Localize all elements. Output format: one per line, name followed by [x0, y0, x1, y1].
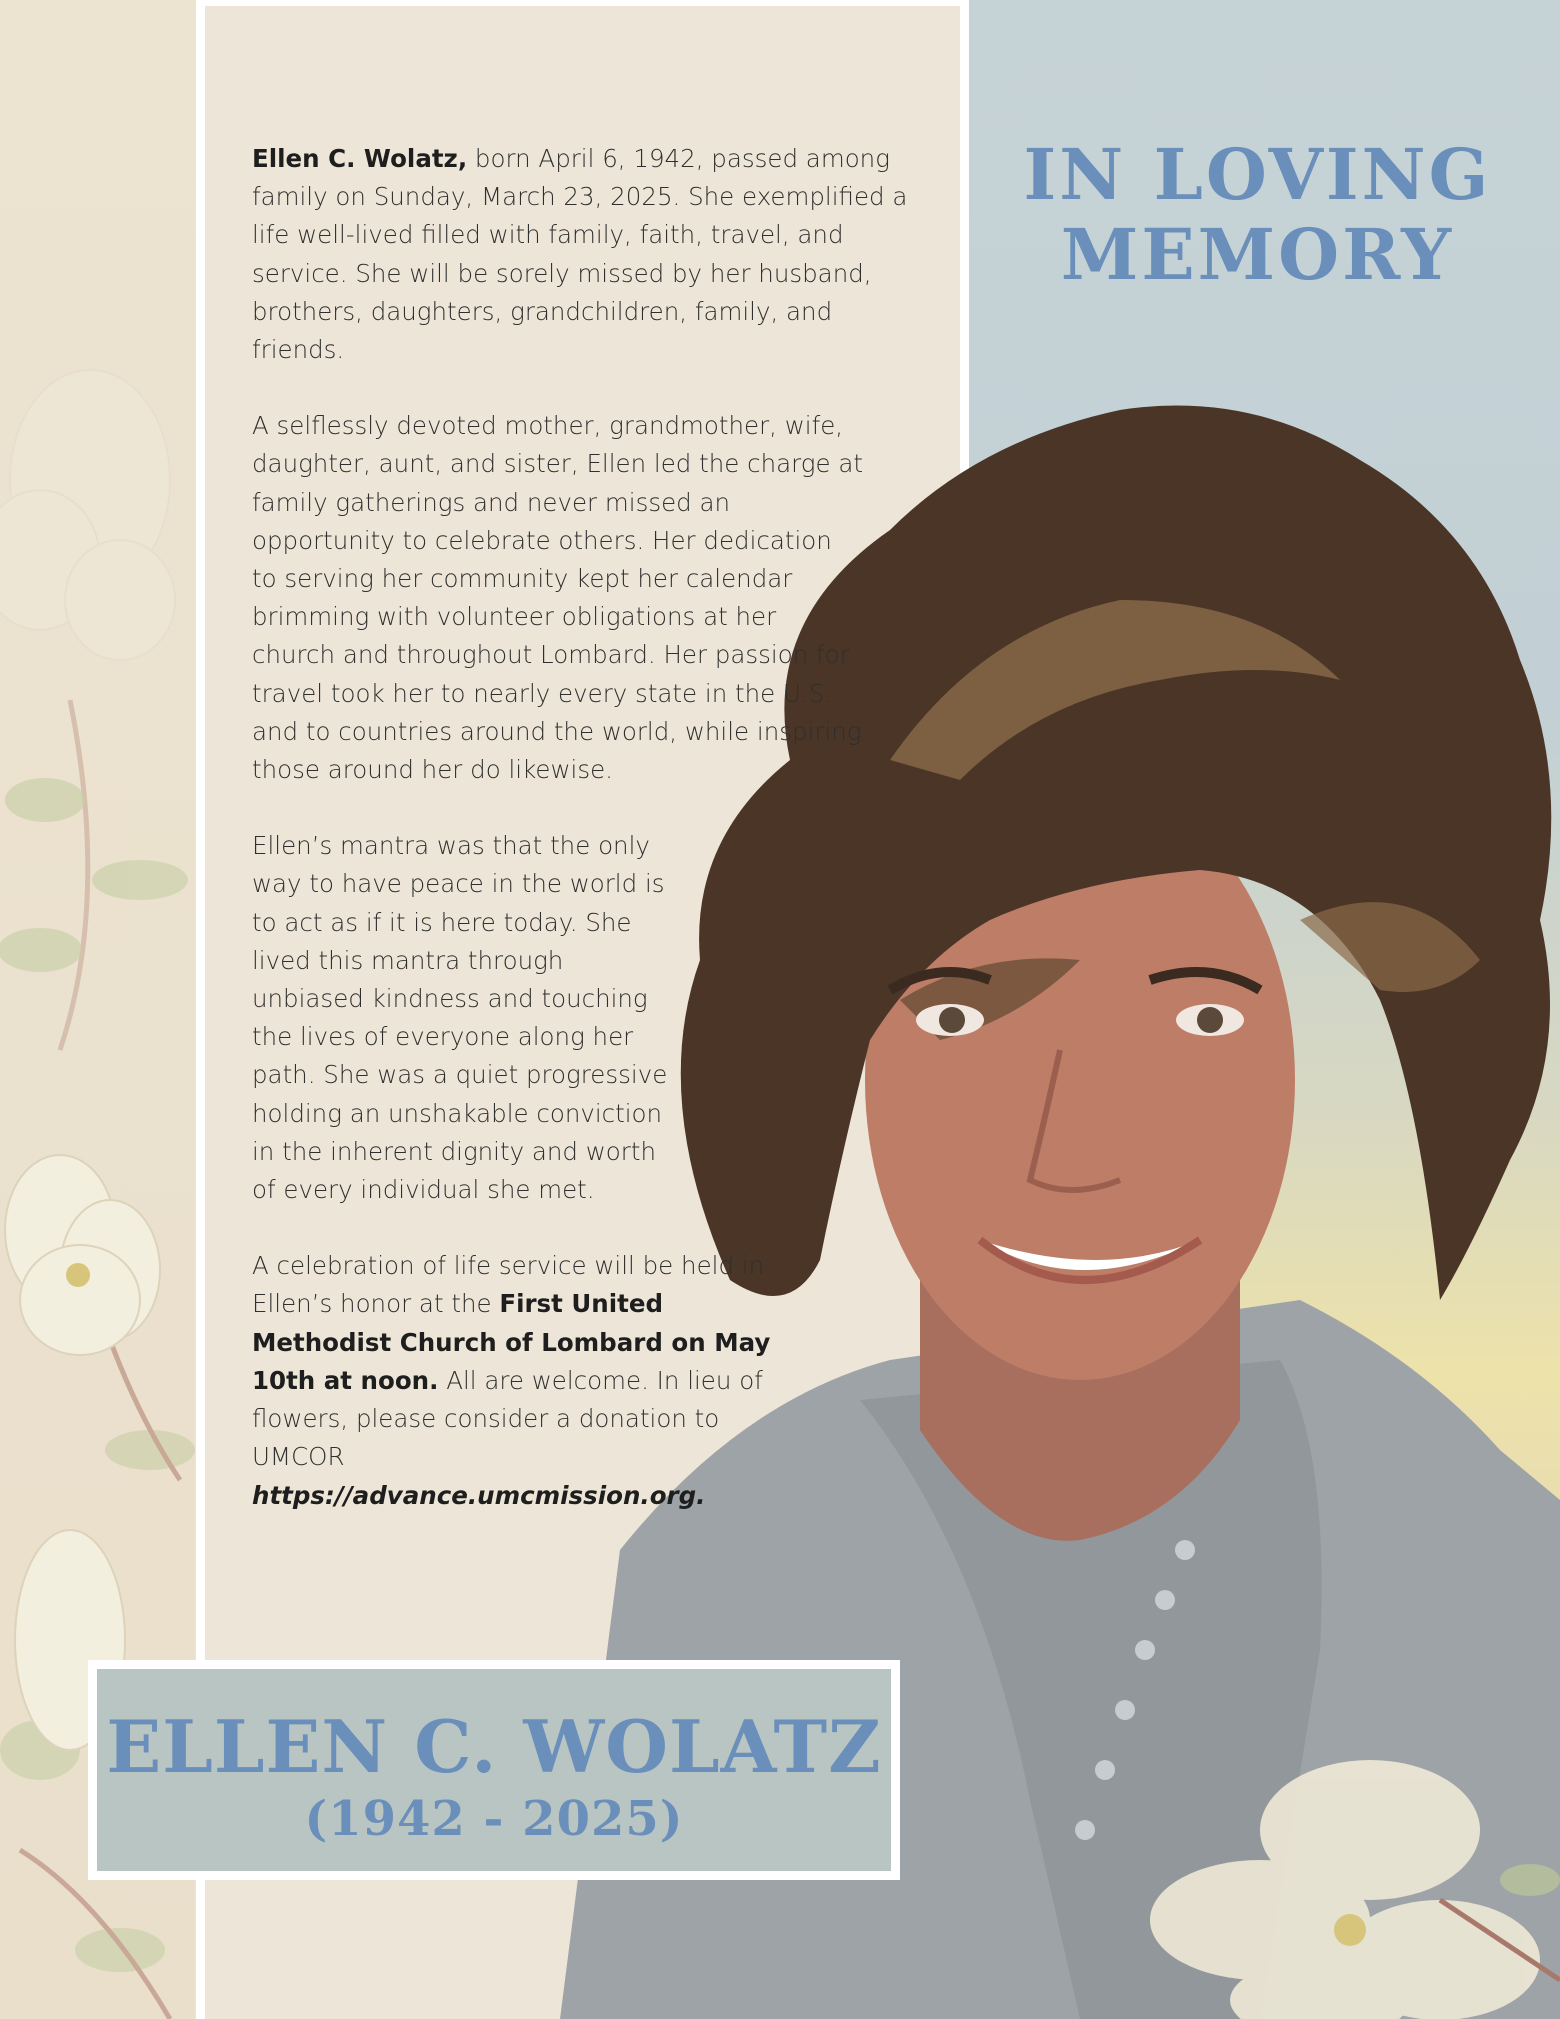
bio-p1-text: born April 6, 1942, passed among family on Sunday, March 23, 2025. She exemplified a life well-lived filled with family, faith, travel, and service. She will be sorely missed by her husband, brothers, daughters, grandchildren, family, and friends. — [252, 144, 908, 365]
donation-link[interactable]: https://advance.umcmission.org. — [252, 1480, 706, 1510]
bio-p4-rest: All are welcome. In lieu of flowers, please consider a donation to UMCOR — [252, 1365, 763, 1472]
name-banner-years: (1942 - 2025) — [304, 1791, 684, 1847]
deceased-name: Ellen C. Wolatz, — [252, 144, 468, 173]
bio-paragraph-4 — [252, 1247, 792, 1514]
bio-paragraph-2: A selflessly devoted mother, grandmother, wife, daughter, aunt, and sister, Ellen led the charge at family gatherings and never missed an opportunity to celebrate others. Her dedication to serving her community kept her calendar brimming with volunteer obligations at her church and throughout Lombard. Her passion for travel took her to nearly every state in the U.S. and to countries around the world, while inspiring those around her do likewise. — [252, 411, 863, 785]
service-details: First United Methodist Church of Lombard on May 10th at noon. — [252, 1289, 771, 1395]
name-banner-name: ELLEN C. WOLATZ — [106, 1704, 882, 1789]
name-banner — [88, 1660, 900, 1880]
bio-paragraph-1 — [252, 140, 912, 369]
bio-p4-start: A celebration of life service will be held in Ellen’s honor at the — [252, 1251, 765, 1319]
in-loving-memory-heading — [1005, 135, 1510, 295]
headline-line1: IN LOVING — [1023, 133, 1492, 216]
obituary-text — [252, 140, 912, 1553]
headline-line2: MEMORY — [1060, 213, 1455, 296]
bio-paragraph-3: Ellen’s mantra was that the only way to have peace in the world is to act as if it is here today. She lived this mantra through unbiased kindness and touching the lives of everyone along her path. She was a quiet progressive holding an unshakable conviction in the inherent dignity and worth of every individual she met. — [252, 831, 668, 1205]
